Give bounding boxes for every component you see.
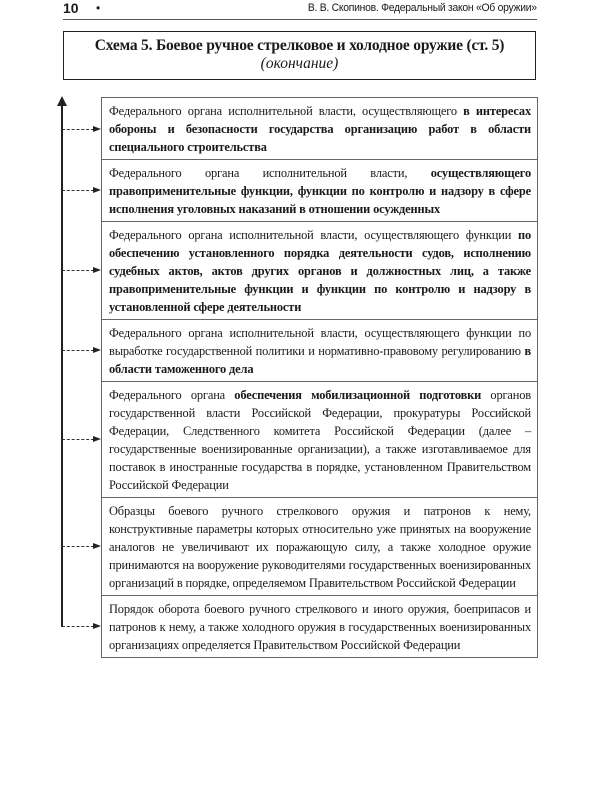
scheme-box — [102, 221, 537, 319]
page-number: 10 — [63, 0, 79, 16]
arrow-right-icon — [93, 267, 101, 273]
dashed-connector — [62, 439, 94, 440]
scheme-title: Схема 5. Боевое ручное стрелковое и холодное оружие (ст. 5) — [94, 37, 505, 54]
scheme-box-list — [101, 97, 538, 658]
scheme-subtitle: (окончание) — [260, 55, 339, 72]
arrow-right-icon — [93, 436, 101, 442]
box-text: органов государственной власти Российской Федерации, прокуратуры Российской Федерации, Следственного комитета Российской Федерации (далее – государственные военизированные организации), а также изготавливаемое для поставок в иностранные государства в порядке, установленном Правительством Российской Федерации — [109, 388, 531, 492]
running-head — [63, 0, 537, 20]
dashed-connector — [62, 546, 94, 547]
scheme-box — [102, 595, 537, 657]
box-text-bold: по обеспечению установленного порядка деятельности судов, исполнению судебных актов, актов других органов и должностных лиц, а также правоприменительные функции и функции по контролю и надзору в установленной сфере деятельности — [109, 228, 531, 314]
box-text: Порядок оборота боевого ручного стрелкового и иного оружия, боеприпасов и патронов к нему, а также холодного оружия в государственных военизированных организациях определяется Правительством Российской Федерации — [109, 602, 531, 652]
box-text-bold: осуществляющего правоприменительные функции, функции по контролю и надзору в сфере исполнения уголовных наказаний в отношении осужденных — [109, 166, 531, 216]
box-text: Федерального органа исполнительной власти, осуществляющего — [109, 104, 464, 118]
dashed-connector — [62, 270, 94, 271]
box-text-bold: обеспечения мобилизационной подготовки — [234, 388, 482, 402]
running-head-title: В. В. Скопинов. Федеральный закон «Об оружии» — [308, 2, 537, 14]
box-text: Федерального органа исполнительной власти, осуществляющего функции по выработке государственной политики и нормативно-правовому регулированию — [109, 326, 531, 358]
scheme-box — [102, 381, 537, 497]
scheme-box — [102, 319, 537, 381]
arrow-vertical-line — [61, 104, 63, 627]
arrow-right-icon — [93, 187, 101, 193]
box-text: Образцы боевого ручного стрелкового оружия и патронов к нему, конструктивные параметры которых относительно уже принятых на вооружение аналогов не увеличивают их поражающую силу, а также холодное оружие принимаются на вооружение руководителями государственных военизированных организаций в порядке, определяемом Правительством Российской Федерации — [109, 504, 531, 590]
arrow-right-icon — [93, 623, 101, 629]
box-text-bold: в интересах обороны и безопасности государства организацию работ в области специального строительства — [109, 104, 531, 154]
bullet-separator: • — [96, 1, 101, 15]
box-text-bold: в области таможенного дела — [109, 344, 531, 376]
dashed-connector — [62, 190, 94, 191]
scheme-title-box — [63, 31, 536, 80]
box-text: Федерального органа исполнительной власти, осуществляющего функции — [109, 228, 518, 242]
dashed-connector — [62, 350, 94, 351]
box-text: Федерального органа исполнительной власти, — [109, 166, 431, 180]
dashed-connector — [62, 626, 94, 627]
box-text: Федерального органа — [109, 388, 235, 402]
scheme-box — [102, 159, 537, 221]
scheme-box — [102, 497, 537, 595]
dashed-connector — [62, 129, 94, 130]
scheme-box — [102, 98, 537, 159]
arrow-right-icon — [93, 126, 101, 132]
arrow-right-icon — [93, 543, 101, 549]
arrow-right-icon — [93, 347, 101, 353]
